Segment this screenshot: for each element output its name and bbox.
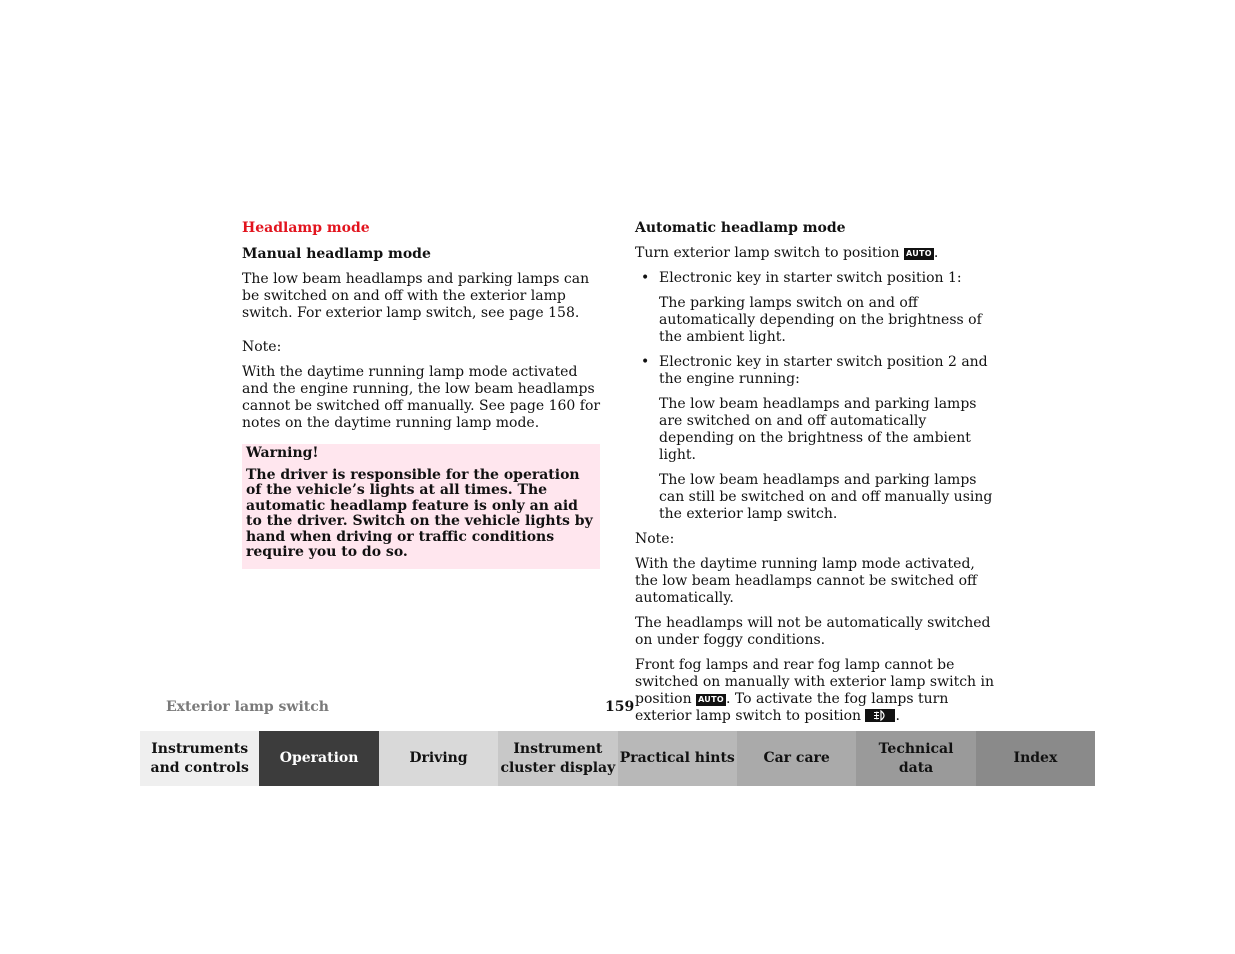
right-column (635, 220, 995, 733)
chapter-navigation (140, 731, 1095, 786)
nav-tab-operation[interactable]: Operation (259, 731, 378, 786)
bullet2-detail-1: The low beam headlamps and parking lamps are switched on and off automatically depending on the brightness of the ambient light. (659, 396, 977, 463)
nav-tab-practical-hints[interactable]: Practical hints (618, 731, 737, 786)
note-label: Note: (242, 339, 282, 355)
nav-tab-index[interactable]: Index (976, 731, 1095, 786)
warning-text: The driver is responsible for the operation of the vehicle’s lights at all times. The automatic headlamp feature is only an aid to the driver. Switch on the vehicle lights by hand when driving or traffic conditions require you to do so. (246, 466, 593, 560)
daytime-note-paragraph: With the daytime running lamp mode activated and the engine running, the low beam headlamps cannot be switched off manually. See page 160 for notes on the daytime running lamp mode. (242, 364, 601, 431)
note-paragraph-2: The headlamps will not be automatically switched on under foggy conditions. (635, 615, 991, 648)
list-item: • Electronic key in starter switch position 2 and the engine running: (641, 354, 988, 387)
automatic-mode-heading: Automatic headlamp mode (635, 220, 846, 236)
note-paragraph-3: Front fog lamps and rear fog lamp cannot be switched on manually with exterior lamp switch in position AUTO . To activate the fog lamps turn exterior lamp switch to position . (635, 657, 995, 724)
section-title: Headlamp mode (242, 220, 370, 236)
manual-mode-heading: Manual headlamp mode (242, 246, 431, 262)
auto-position-icon: AUTO (698, 695, 724, 704)
automatic-intro: Turn exterior lamp switch to position AUTO . (635, 245, 939, 261)
left-column (242, 220, 602, 569)
nav-tab-instrument-cluster-display[interactable]: Instrument cluster display (498, 731, 617, 786)
list-item: • Electronic key in starter switch position 1: (641, 270, 962, 286)
bullet-dot: • (641, 354, 650, 370)
bullet-dot: • (641, 270, 650, 286)
page-number: 159 (605, 699, 635, 715)
auto-position-icon: AUTO (906, 249, 932, 258)
note-paragraph-1: With the daytime running lamp mode activated, the low beam headlamps cannot be switched off automatically. (635, 556, 977, 606)
bullet2-detail-2: The low beam headlamps and parking lamps can still be switched on and off manually using the exterior lamp switch. (659, 472, 993, 522)
nav-tab-car-care[interactable]: Car care (737, 731, 856, 786)
warning-title: Warning! (246, 445, 319, 461)
warning-box (242, 444, 600, 569)
note-label: Note: (635, 531, 675, 547)
manual-mode-paragraph: The low beam headlamps and parking lamps can be switched on and off with the exterior lamp switch. For exterior lamp switch, see page 158. (242, 271, 590, 321)
nav-tab-instruments-and-controls[interactable]: Instruments and controls (140, 731, 259, 786)
footer-section-title: Exterior lamp switch (166, 699, 329, 715)
bullet1-detail: The parking lamps switch on and off automatically depending on the brightness of the ambient light. (659, 295, 982, 345)
nav-tab-driving[interactable]: Driving (379, 731, 498, 786)
fog-lamp-position-icon (865, 709, 895, 722)
nav-tab-technical-data[interactable]: Technical data (856, 731, 975, 786)
